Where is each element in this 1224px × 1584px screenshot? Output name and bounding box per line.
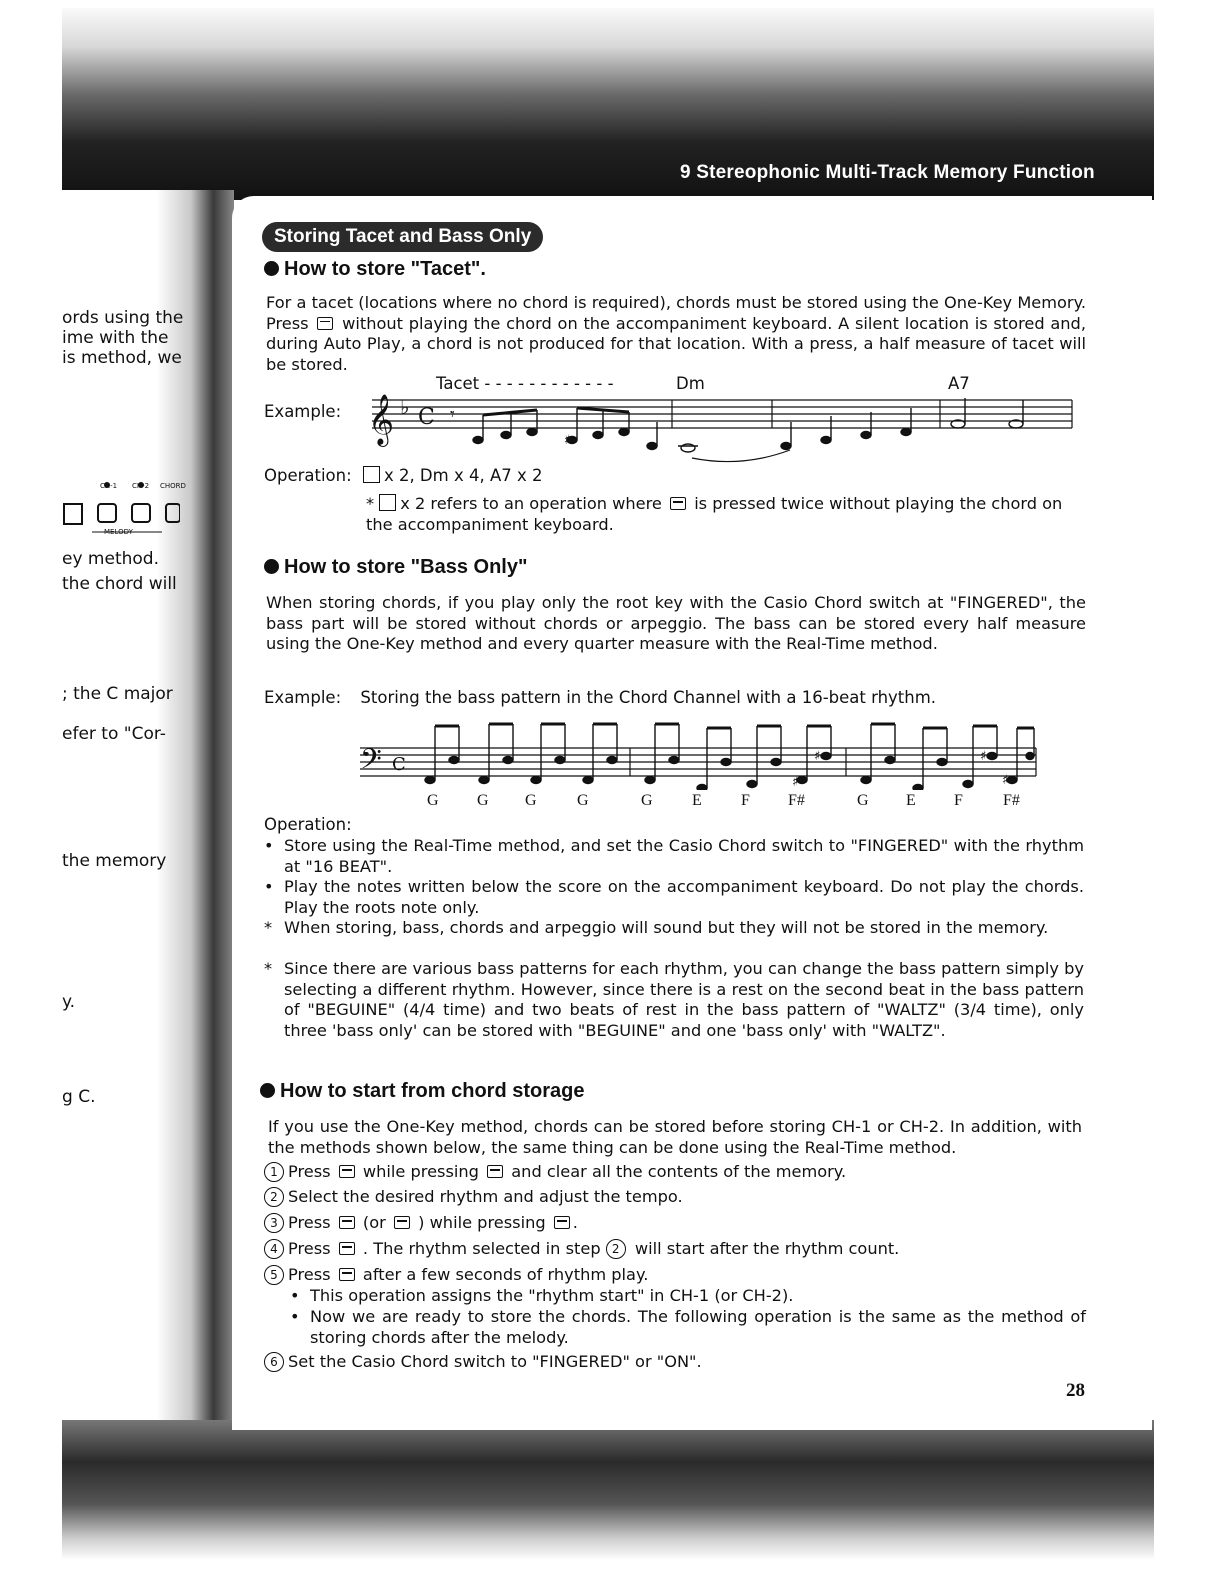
note-name: F# xyxy=(1003,792,1020,809)
scan-shadow-left xyxy=(62,190,234,1430)
step-3 xyxy=(264,1213,578,1233)
step-5 xyxy=(264,1265,648,1285)
record-button-icon xyxy=(487,1165,503,1178)
step-4 xyxy=(264,1239,899,1259)
bass-paragraph: When storing chords, if you play only the root key with the Casio Chord switch at "FINGERED", the bass part will be stored without chords or arpeggio. The bass can be stored every half measure using the One-Key method and every quarter measure with the Real-Time method. xyxy=(266,593,1086,653)
tacet-note-part1: x 2 refers to an operation where xyxy=(400,494,662,513)
step-text: Press xyxy=(288,1213,331,1232)
step-text: Press xyxy=(288,1239,331,1258)
tacet-paragraph xyxy=(266,293,1086,375)
step-6 xyxy=(264,1352,702,1372)
svg-text:C: C xyxy=(418,405,435,430)
bullet-mark: • xyxy=(290,1286,300,1305)
step-2 xyxy=(264,1187,683,1207)
play-button-icon xyxy=(339,1242,355,1255)
tacet-note-star: * xyxy=(366,494,375,513)
step-number: 5 xyxy=(264,1265,284,1285)
bass-operation-item xyxy=(264,877,1084,918)
step-text: and clear all the contents of the memory. xyxy=(511,1162,847,1181)
svg-text:𝄢: 𝄢 xyxy=(360,743,382,783)
step-text: after a few seconds of rhythm play. xyxy=(362,1265,649,1284)
step-number: 6 xyxy=(264,1352,284,1372)
tacet-operation-label: Operation: xyxy=(264,466,352,485)
bullet-text: When storing, bass, chords and arpeggio will sound but they will not be stored in the memory. xyxy=(284,918,1049,937)
bass-operation-item xyxy=(264,918,1084,939)
svg-text:♭: ♭ xyxy=(400,395,410,419)
page-number: 28 xyxy=(1066,1380,1085,1401)
note-name: F xyxy=(741,792,750,809)
margin-fragment: ime with the xyxy=(62,328,169,348)
margin-fragment: g C. xyxy=(62,1087,96,1107)
bass-example-label: Example: xyxy=(264,688,342,707)
svg-text:♯: ♯ xyxy=(980,749,987,764)
note-name: G xyxy=(577,792,589,809)
margin-fragment: the chord will xyxy=(62,574,177,594)
margin-fragment: MELODY xyxy=(104,528,133,536)
bullet-text: This operation assigns the "rhythm start" in CH-1 (or CH-2). xyxy=(310,1286,794,1305)
step-number: 4 xyxy=(264,1239,284,1259)
record-button-icon xyxy=(554,1216,570,1229)
note-name: G xyxy=(525,792,537,809)
step-text: Set the Casio Chord switch to "FINGERED" or "ON". xyxy=(288,1352,702,1371)
chord-label-dm: Dm xyxy=(676,374,705,393)
bullet-text: Now we are ready to store the chords. The following operation is the same as the method of storing chords after the melody. xyxy=(310,1307,1086,1347)
step-ref-2: 2 xyxy=(606,1239,626,1259)
bullet-mark: • xyxy=(290,1307,300,1326)
reset-button-icon xyxy=(339,1165,355,1178)
margin-fragment: ; the C major xyxy=(62,684,173,704)
step-text: while pressing xyxy=(362,1162,479,1181)
play-button-icon xyxy=(670,497,686,510)
svg-text:♯: ♯ xyxy=(1002,773,1009,788)
tacet-operation-text: x 2, Dm x 4, A7 x 2 xyxy=(383,466,543,485)
note-name: G xyxy=(427,792,439,809)
svg-text:♯: ♯ xyxy=(792,775,799,790)
note-name: G xyxy=(641,792,653,809)
svg-text:C: C xyxy=(392,754,406,775)
start-heading-text: How to start from chord storage xyxy=(280,1080,585,1102)
ch2-button-icon xyxy=(394,1216,410,1229)
tacet-paragraph-part2: without playing the chord on the accompaniment keyboard. A silent location is stored and, during Auto Play, a chord is not produced for that location. With a press, a half measure of tacet will be stored. xyxy=(266,313,1086,374)
step-text: . The rhythm selected in step xyxy=(362,1239,601,1258)
bass-heading-text: How to store "Bass Only" xyxy=(284,556,528,578)
step-1 xyxy=(264,1162,846,1182)
step-5-sub-bullet xyxy=(290,1286,1086,1307)
ch1-button-icon xyxy=(339,1216,355,1229)
margin-fragment: ey method. xyxy=(62,549,159,569)
bullet-text: Store using the Real-Time method, and set the Casio Chord switch to "FINGERED" with the rhythm at "16 BEAT". xyxy=(284,836,1084,876)
bullet-dot-icon xyxy=(264,261,279,276)
step-number: 1 xyxy=(264,1162,284,1182)
chapter-header: 9 Stereophonic Multi-Track Memory Function xyxy=(680,162,1095,183)
tacet-heading-text: How to store "Tacet". xyxy=(284,258,486,280)
svg-text:𝄞: 𝄞 xyxy=(368,394,395,445)
margin-fragment: y. xyxy=(62,992,76,1012)
svg-text:♯: ♯ xyxy=(564,433,571,448)
bass-example-staff xyxy=(340,716,1040,790)
bullet-text: Play the notes written below the score on the accompaniment keyboard. Do not play the chords. Play the roots note only. xyxy=(284,877,1084,917)
step-text: Press xyxy=(288,1265,331,1284)
section-title: Storing Tacet and Bass Only xyxy=(262,222,543,252)
step-number: 3 xyxy=(264,1213,284,1233)
note-name: G xyxy=(857,792,869,809)
tacet-note-part2: is pressed twice without playing the chord on the accompaniment keyboard. xyxy=(366,494,1063,534)
margin-fragment: CH-1 xyxy=(100,482,118,490)
tacet-example-label: Example: xyxy=(264,402,342,421)
bass-heading xyxy=(264,556,527,579)
note-name: F xyxy=(954,792,963,809)
step-text: Press xyxy=(288,1162,331,1181)
bass-example-text: Storing the bass pattern in the Chord Channel with a 16-beat rhythm. xyxy=(360,688,937,707)
step-text: (or xyxy=(362,1213,386,1232)
bullet-mark: * xyxy=(264,959,273,978)
bullet-mark: • xyxy=(264,836,274,855)
margin-fragment: the memory xyxy=(62,851,167,871)
bass-example xyxy=(264,688,936,707)
bass-operation-item xyxy=(264,836,1084,877)
tacet-operation xyxy=(264,466,543,485)
tacet-note xyxy=(366,494,1086,535)
svg-text:♯: ♯ xyxy=(814,749,821,764)
bullet-dot-icon xyxy=(260,1083,275,1098)
note-name: E xyxy=(692,792,702,809)
chord-label-a7: A7 xyxy=(948,374,970,393)
chord-label-tacet: Tacet - - - - - - - - - - - - xyxy=(436,374,614,393)
note-name: G xyxy=(477,792,489,809)
margin-fragment: CHORD xyxy=(160,482,186,490)
svg-text:𝄾: 𝄾 xyxy=(450,404,455,425)
margin-fragment: ords using the xyxy=(62,308,184,328)
tacet-heading xyxy=(264,258,486,281)
margin-fragment: is method, we xyxy=(62,348,182,368)
step-text: Select the desired rhythm and adjust the tempo. xyxy=(288,1187,683,1206)
reset-button-icon xyxy=(339,1268,355,1281)
bass-operation-label: Operation: xyxy=(264,815,352,834)
margin-fragment: CH-2 xyxy=(132,482,150,490)
start-paragraph: If you use the One-Key method, chords can be stored before storing CH-1 or CH-2. In addition, with the methods shown below, the same thing can be done using the Real-Time method. xyxy=(268,1117,1082,1157)
tacet-square-icon xyxy=(379,494,396,511)
tacet-example-staff xyxy=(366,388,1078,468)
tacet-paragraph-part1: For a tacet (locations where no chord is required), chords must be stored using the One-Key Memory. Press xyxy=(266,293,1086,333)
bullet-text: Since there are various bass patterns for each rhythm, you can change the bass pattern simply by selecting a different rhythm. However, since there is a rest on the second beat in the bass pattern of "BEGUINE" (4/4 time) and two beats of rest in the bass pattern of "WALTZ" (3/4 time), only three 'bass only' can be stored with "BEGUINE" and one 'bass only' with "WALTZ". xyxy=(284,959,1084,1040)
bass-operation-item xyxy=(264,959,1084,1041)
bullet-mark: • xyxy=(264,877,274,896)
play-button-icon xyxy=(317,317,333,330)
step-text: will start after the rhythm count. xyxy=(634,1239,900,1258)
tacet-square-icon xyxy=(363,466,380,483)
scan-shadow-bottom xyxy=(62,1420,1154,1560)
bullet-mark: * xyxy=(264,918,273,937)
margin-fragment: efer to "Cor- xyxy=(62,724,166,744)
note-name: E xyxy=(906,792,916,809)
bullet-dot-icon xyxy=(264,559,279,574)
step-number: 2 xyxy=(264,1187,284,1207)
step-text: ) while pressing xyxy=(418,1213,546,1232)
start-heading xyxy=(260,1080,584,1103)
step-text: . xyxy=(572,1213,578,1232)
note-name: F# xyxy=(788,792,805,809)
step-5-sub-bullet xyxy=(290,1307,1086,1348)
